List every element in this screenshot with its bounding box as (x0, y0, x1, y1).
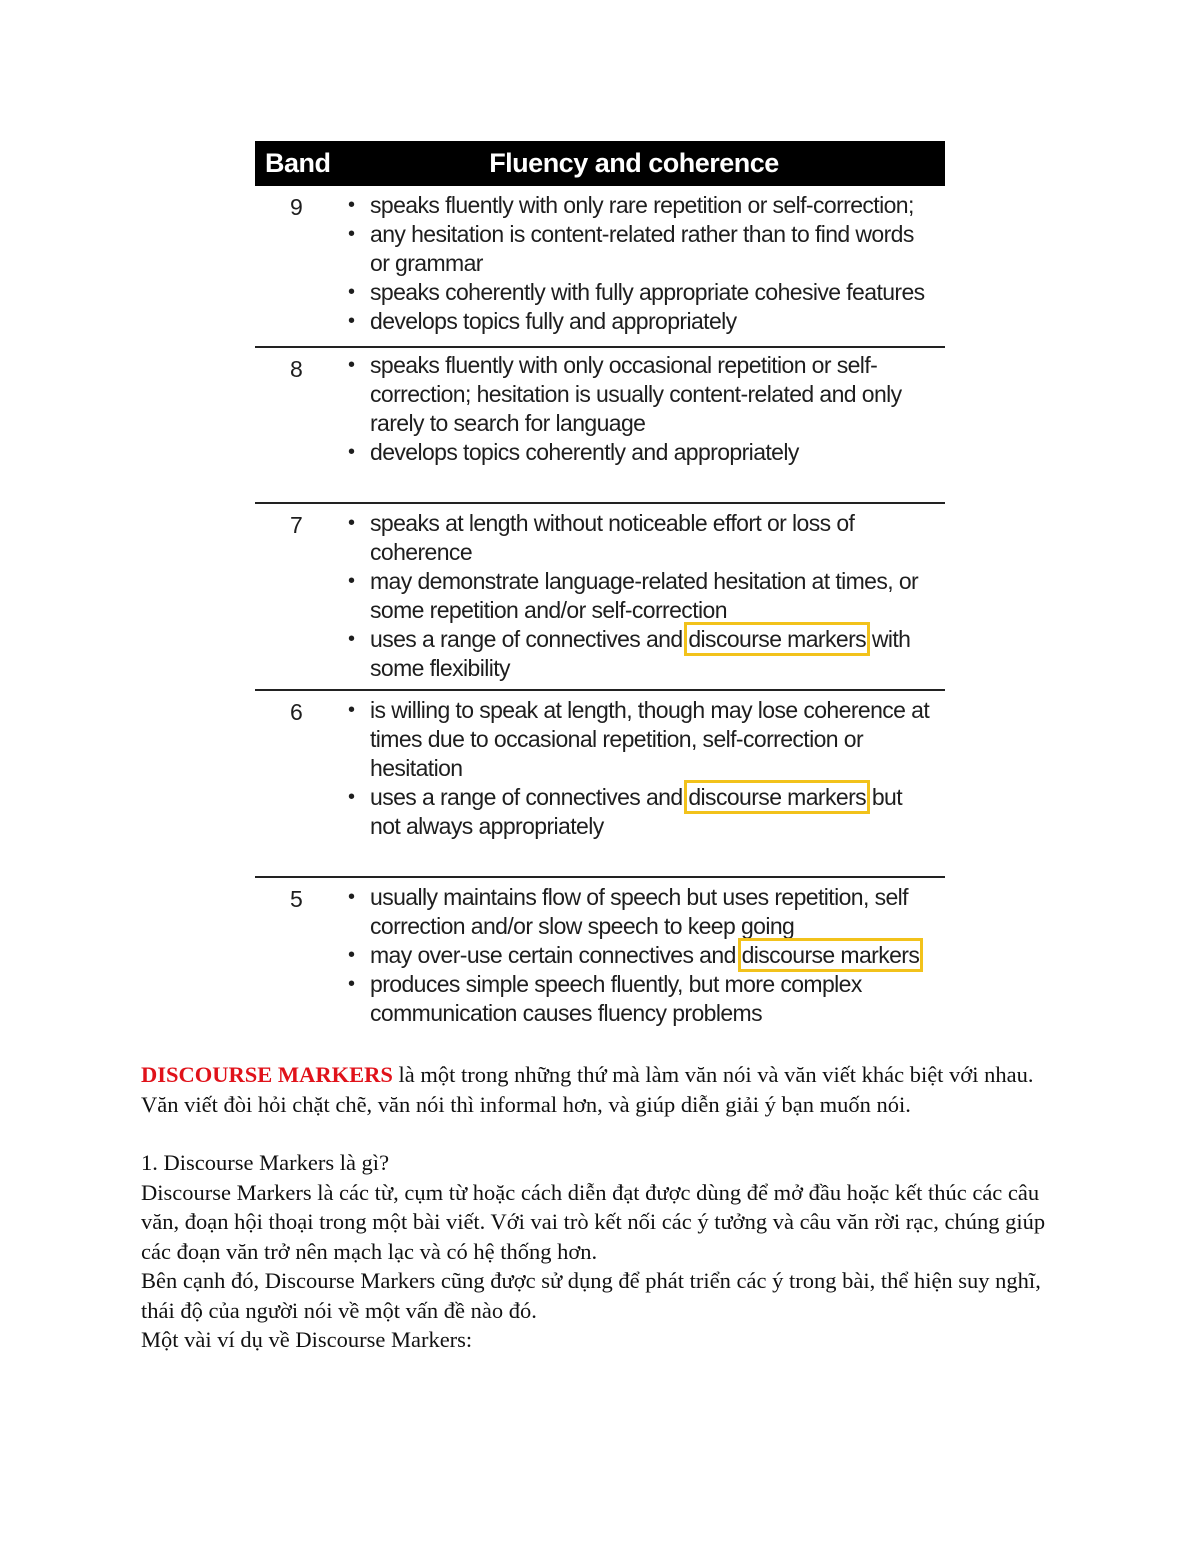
discourse-markers-highlight: discourse markers (688, 626, 867, 652)
intro-text: là một trong những thứ mà làm văn nói và văn viết khác biệt với nhau. Văn viết đòi hỏi chặt chẽ, văn nói thì informal hơn, và giúp diễn giải ý bạn muốn nói. (141, 1062, 1034, 1117)
band-descriptor-table (255, 141, 945, 1038)
criterion (370, 941, 945, 970)
criterion: • speaks at length without noticeable effort or loss of coherence (370, 509, 945, 567)
criterion-text: may over-use certain connectives and (370, 942, 742, 968)
criterion: • speaks fluently with only rare repetition or self-correction; (370, 191, 945, 220)
discourse-markers-term: DISCOURSE MARKERS (141, 1062, 393, 1087)
section-heading: 1. Discourse Markers là gì? (141, 1150, 390, 1175)
band-number: 7 (290, 512, 303, 538)
intro-paragraph (141, 1060, 1066, 1119)
criterion: • any hesitation is content-related rather than to find words or grammar (370, 220, 945, 278)
band-row-7 (255, 502, 945, 689)
criterion (370, 625, 945, 683)
band-number: 9 (290, 194, 303, 220)
band-row-8 (255, 346, 945, 502)
criterion-text: uses a range of connectives and (370, 626, 689, 652)
criterion: • develops topics fully and appropriately (370, 307, 945, 336)
examples-intro: Một vài ví dụ về Discourse Markers: (141, 1327, 473, 1352)
discourse-markers-highlight: discourse markers (688, 784, 867, 810)
document-body (141, 1060, 1066, 1355)
band-row-9 (255, 186, 945, 346)
criterion: • usually maintains flow of speech but uses repetition, self correction and/or slow speech to keep going (370, 883, 945, 941)
criterion (370, 783, 945, 841)
discourse-markers-highlight: discourse markers (741, 942, 920, 968)
band-row-5 (255, 876, 945, 1038)
criterion: • may demonstrate language-related hesitation at times, or some repetition and/or self-correction (370, 567, 945, 625)
usage-paragraph: Bên cạnh đó, Discourse Markers cũng được sử dụng để phát triển các ý trong bài, thể hiện suy nghĩ, thái độ của người nói về một vấn đề nào đó. (141, 1268, 1041, 1323)
header-fluency-coherence: Fluency and coherence (489, 148, 779, 178)
criterion: • speaks coherently with fully appropriate cohesive features (370, 278, 945, 307)
header-band: Band (265, 148, 331, 178)
criterion-text: uses a range of connectives and (370, 784, 689, 810)
criterion: • speaks fluently with only occasional repetition or self-correction; hesitation is usually content-related and only rarely to search for language (370, 351, 945, 438)
band-number: 5 (290, 886, 303, 912)
criterion: • is willing to speak at length, though may lose coherence at times due to occasional repetition, self-correction or hesitation (370, 696, 945, 783)
band-number: 8 (290, 356, 303, 382)
band-row-6 (255, 689, 945, 876)
table-header (255, 141, 945, 186)
definition-paragraph: Discourse Markers là các từ, cụm từ hoặc cách diễn đạt được dùng để mở đầu hoặc kết thúc các câu văn, đoạn hội thoại trong một bài viết. Với vai trò kết nối các ý tưởng và câu văn rời rạc, chúng giúp các đoạn văn trở nên mạch lạc và có hệ thống hơn. (141, 1179, 1046, 1264)
criterion: • produces simple speech fluently, but more complex communication causes fluency problems (370, 970, 945, 1028)
band-number: 6 (290, 699, 303, 725)
criterion-text: but not always appropriately (370, 784, 903, 839)
criterion: • develops topics coherently and appropriately (370, 438, 945, 467)
criterion-text: with some flexibility (370, 626, 911, 681)
